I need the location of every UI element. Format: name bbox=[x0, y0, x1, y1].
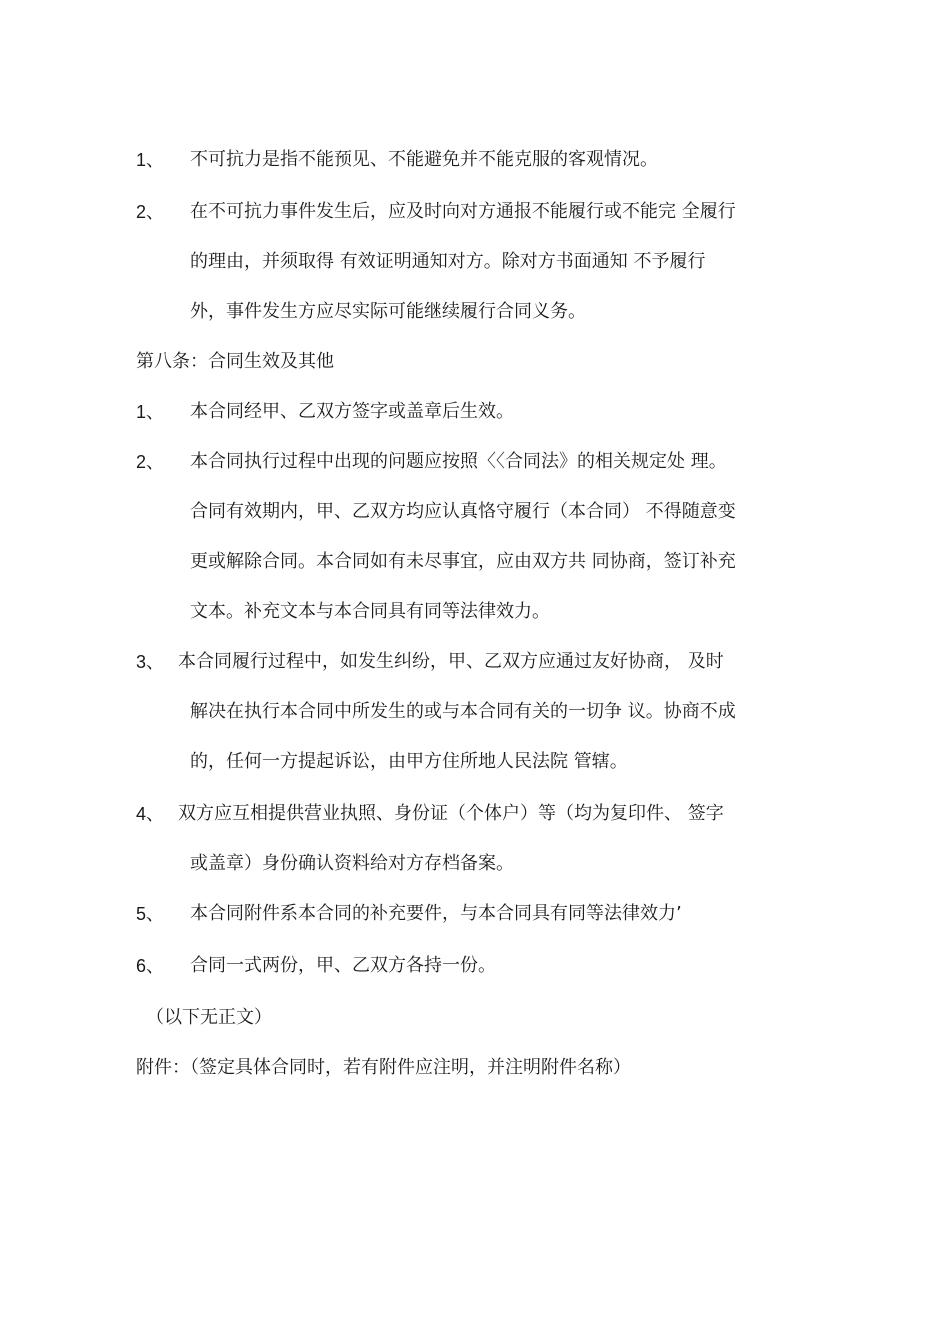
list-item-text: 外，事件发生方应尽实际可能继续履行合同义务。 bbox=[190, 301, 586, 322]
list-item-text: 解决在执行本合同中所发生的或与本合同有关的一切争 议。协商不成 bbox=[190, 701, 736, 722]
list-item-text: 在不可抗力事件发生后，应及时向对方通报不能履行或不能完 全履行 bbox=[190, 201, 736, 222]
list-item-text: 或盖章）身份确认资料给对方存档备案。 bbox=[190, 853, 514, 874]
list-item-text: 本合同执行过程中出现的问题应按照〈〈合同法》的相关规定处 理。 bbox=[190, 451, 727, 472]
list-item-text: 合同一式两份，甲、乙双方各持一份。 bbox=[190, 955, 496, 976]
list-item-text: 的，任何一方提起诉讼，由甲方住所地人民法院 管辖。 bbox=[190, 751, 628, 772]
list-item-text: 本合同履行过程中，如发生纠纷，甲、乙双方应通过友好协商， 及时 bbox=[178, 651, 724, 672]
list-item-text: 双方应互相提供营业执照、身份证（个体户）等（均为复印件、 签字 bbox=[178, 803, 724, 824]
list-item-text: 本合同附件系本合同的补充要件，与本合同具有同等法律效力’ bbox=[190, 903, 682, 924]
end-of-text-note: （以下无正文） bbox=[146, 1007, 272, 1028]
list-item-text: 合同有效期内，甲、乙双方均应认真恪守履行（本合同） 不得随意变 bbox=[190, 501, 736, 522]
list-item-text: 的理由，并须取得 有效证明通知对方。除对方书面通知 不予履行 bbox=[190, 251, 706, 272]
list-number: 2、 bbox=[136, 202, 165, 222]
attachment-note: 附件：（签定具体合同时，若有附件应注明，并注明附件名称） bbox=[136, 1057, 631, 1078]
list-number: 2、 bbox=[136, 452, 165, 472]
section-heading: 第八条：合同生效及其他 bbox=[136, 351, 334, 372]
list-item-text: 更或解除合同。本合同如有未尽事宜，应由双方共 同协商，签订补充 bbox=[190, 551, 736, 572]
list-number: 5、 bbox=[136, 904, 165, 924]
list-item-text: 不可抗力是指不能预见、不能避免并不能克服的客观情况。 bbox=[190, 149, 658, 170]
list-number: 3、 bbox=[136, 652, 165, 672]
list-number: 1、 bbox=[136, 402, 165, 422]
list-item-text: 本合同经甲、乙双方签字或盖章后生效。 bbox=[190, 401, 514, 422]
list-item-text: 文本。补充文本与本合同具有同等法律效力。 bbox=[190, 601, 550, 622]
list-number: 4、 bbox=[136, 804, 165, 824]
list-number: 6、 bbox=[136, 956, 165, 976]
list-number: 1、 bbox=[136, 150, 165, 170]
